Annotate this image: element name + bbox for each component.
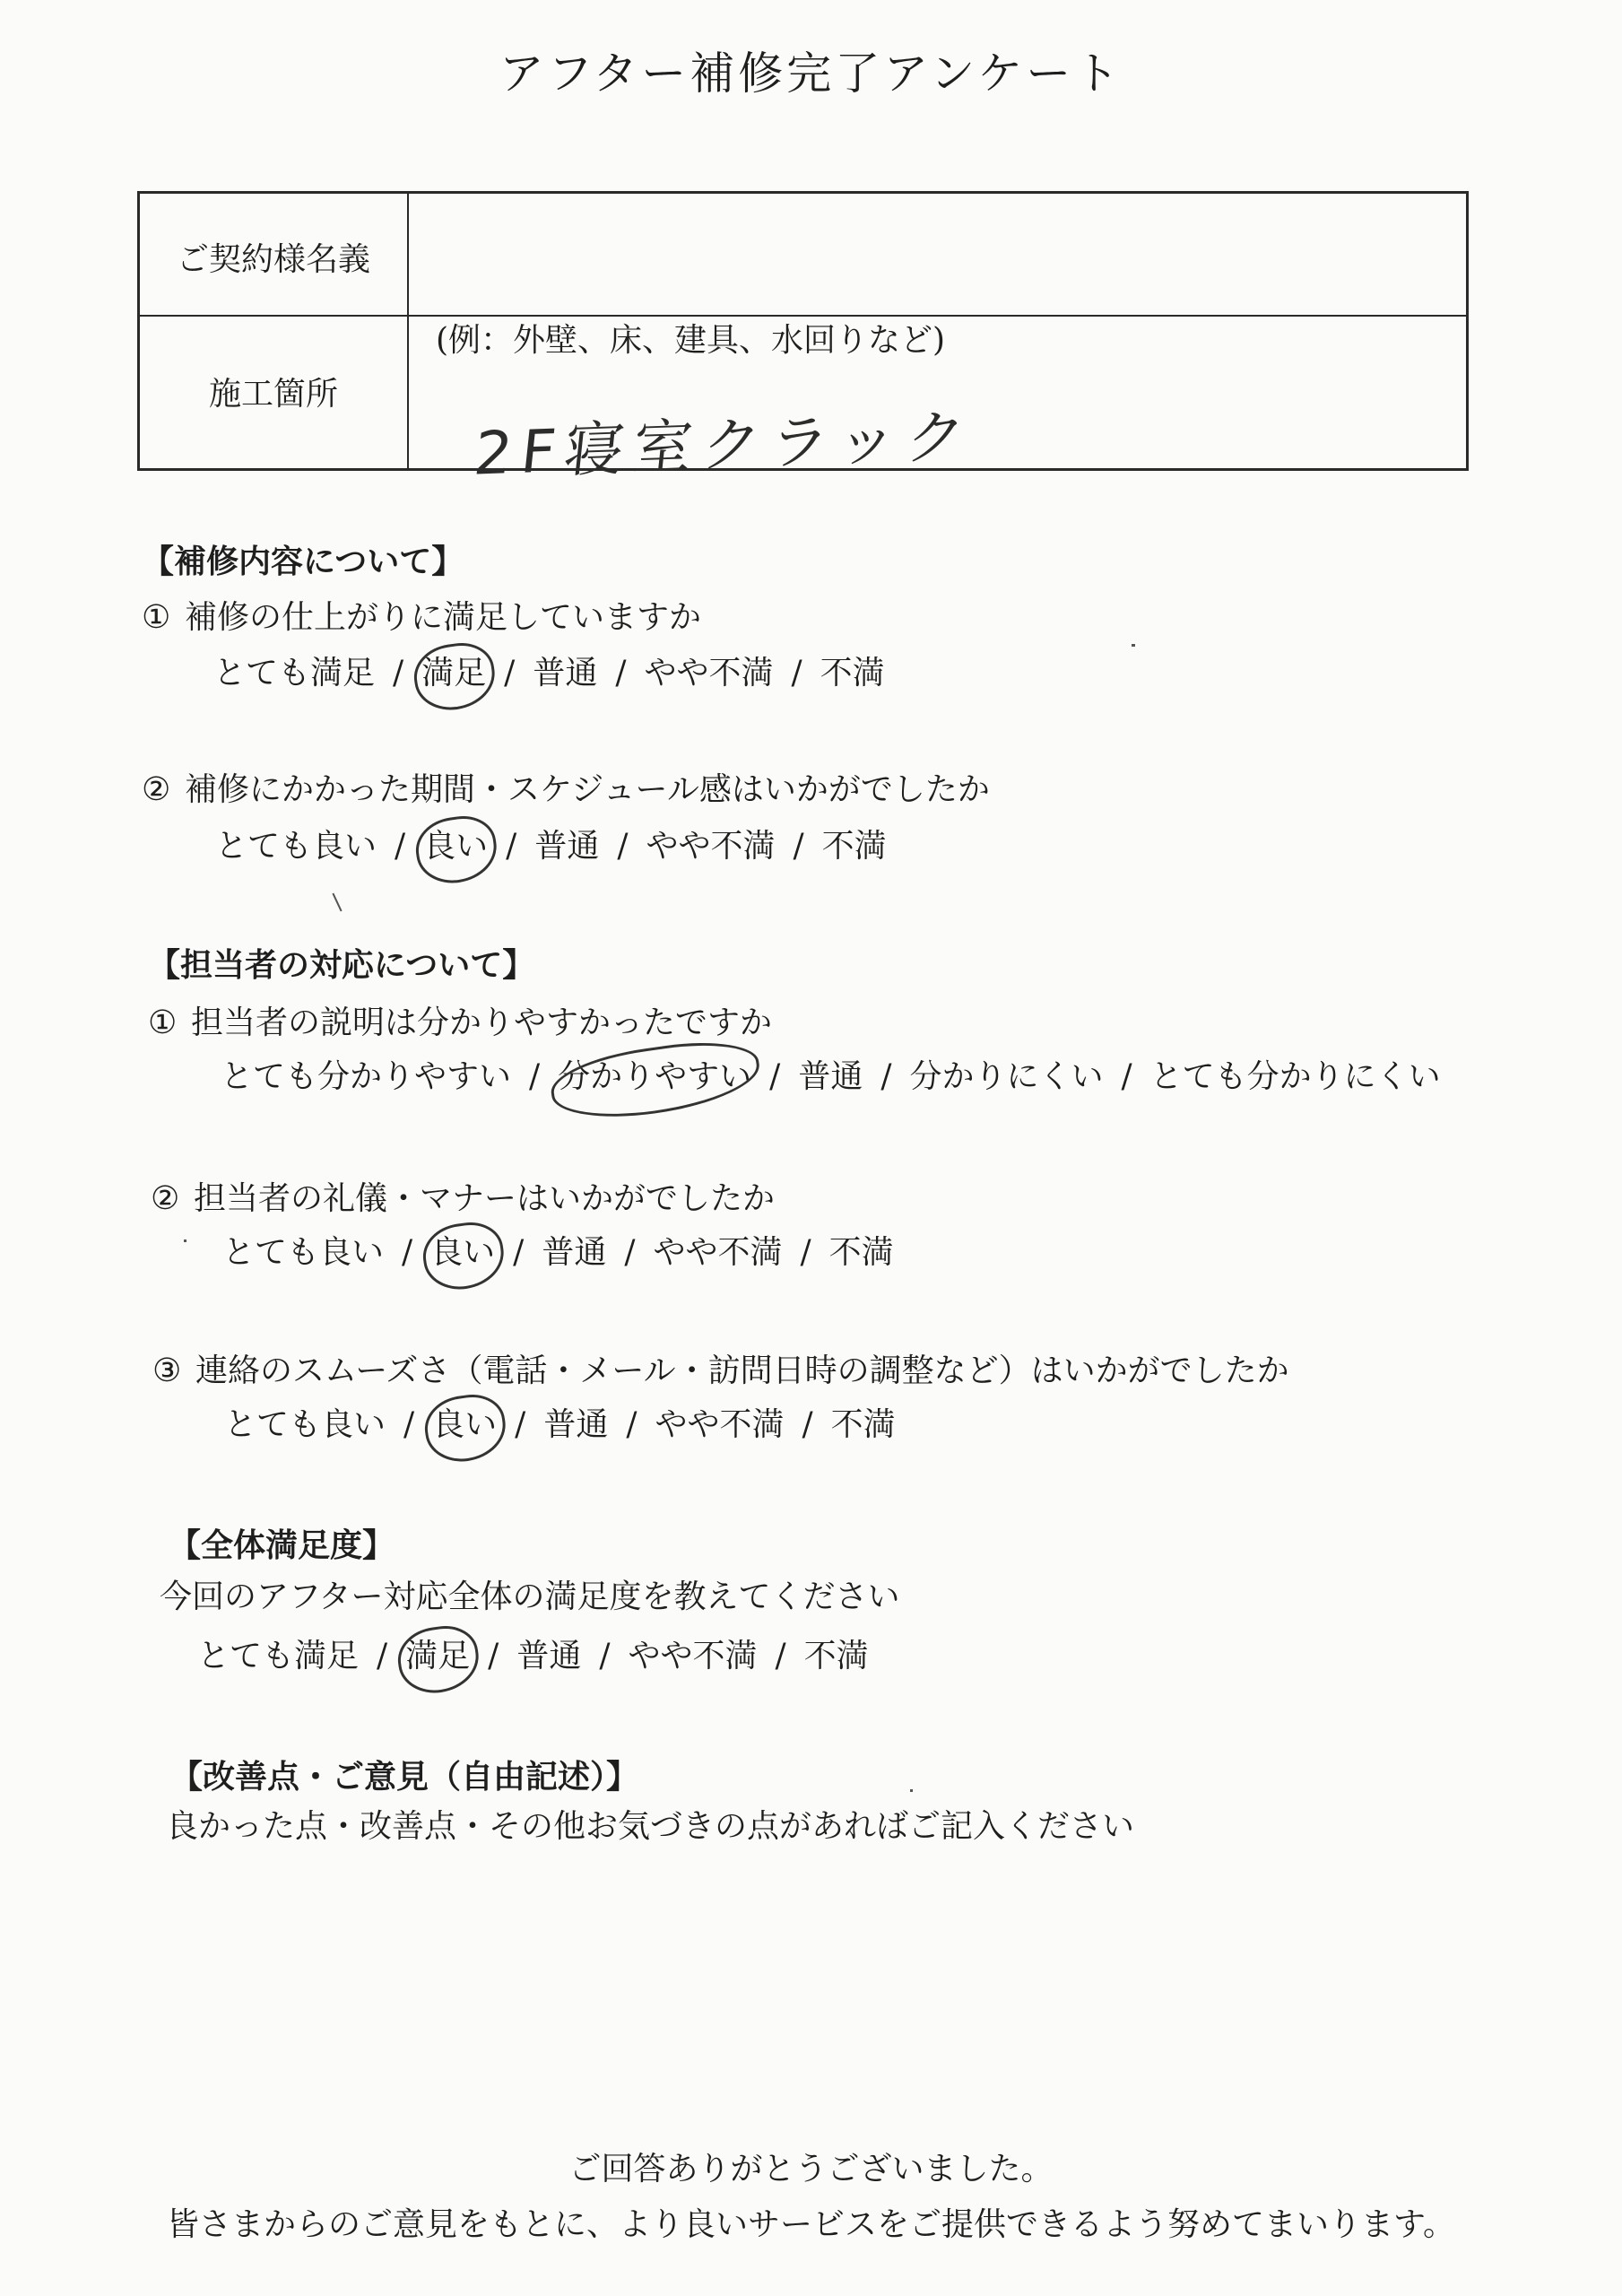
option-clear-selected[interactable]: 分かりやすい [558,1051,751,1097]
question-staff-communication [152,1345,1289,1391]
scan-speck [1132,644,1135,647]
option-normal[interactable]: 普通 [798,1058,863,1095]
option-good-selected[interactable]: 良い [423,821,488,866]
section-staff-heading: 【担当者の対応について】 [148,946,535,984]
option-very-good[interactable]: とても良い [215,828,377,865]
contract-name-field[interactable] [409,194,1466,315]
question-number: ③ [152,1352,182,1389]
option-slightly-dissatisfied[interactable]: やや不満 [644,655,774,691]
site-example-hint: (例：外壁、床、建具、水回りなど) [436,322,946,359]
option-very-satisfied[interactable]: とても満足 [197,1638,360,1674]
scan-speck [184,1239,186,1242]
option-dissatisfied[interactable]: 不満 [820,655,885,691]
option-dissatisfied[interactable]: 不満 [828,1234,894,1271]
question-number: ① [148,1004,178,1041]
options-repair-finish: とても満足 / 満足 / 普通 / やや不満 / 不満 [213,648,885,693]
question-staff-explanation [148,997,772,1043]
options-staff-manners: とても良い / 良い / 普通 / やや不満 / 不満 [222,1227,894,1273]
option-very-satisfied[interactable]: とても満足 [213,655,376,691]
question-text: 連絡のスムーズさ（電話・メール・訪問日時の調整など）はいかがでしたか [195,1352,1289,1389]
site-label: 施工箇所 [208,376,338,413]
contract-name-label: ご契約様名義 [176,241,370,278]
option-normal[interactable]: 普通 [534,828,600,865]
option-slightly-dissatisfied[interactable]: やや不満 [628,1638,758,1674]
question-staff-manners [151,1173,775,1219]
options-staff-communication: とても良い / 良い / 普通 / やや不満 / 不満 [224,1399,896,1445]
option-normal[interactable]: 普通 [542,1234,607,1271]
option-slightly-dissatisfied[interactable]: やや不満 [653,1234,783,1271]
option-normal[interactable]: 普通 [533,655,598,691]
question-number: ① [142,599,171,636]
options-staff-explanation: とても分かりやすい / 分かりやすい / 普通 / 分かりにくい / とても分かりにくい [221,1051,1441,1097]
option-dissatisfied[interactable]: 不満 [830,1406,896,1443]
question-text: 担当者の礼儀・マナーはいかがでしたか [194,1180,776,1217]
overall-prompt: 今回のアフター対応全体の満足度を教えてください [160,1578,900,1615]
scan-speck [910,1789,913,1792]
question-text: 補修の仕上がりに満足していますか [185,599,702,636]
option-slightly-dissatisfied[interactable]: やや不満 [655,1406,785,1443]
option-normal[interactable]: 普通 [543,1406,609,1443]
option-dissatisfied[interactable]: 不満 [821,828,887,865]
options-overall: とても満足 / 満足 / 普通 / やや不満 / 不満 [197,1631,869,1676]
options-repair-schedule: とても良い / 良い / 普通 / やや不満 / 不満 [215,821,887,866]
question-text: 補修にかかった期間・スケジュール感はいかがでしたか [185,771,990,808]
page-title: アフター補修完了アンケート [499,48,1123,100]
contract-info-table [137,191,1469,489]
option-slightly-dissatisfied[interactable]: やや不満 [646,828,776,865]
feedback-prompt: 良かった点・改善点・その他お気づきの点があればご記入ください [166,1808,1135,1845]
option-very-good[interactable]: とても良い [222,1234,385,1271]
option-very-unclear[interactable]: とても分かりにくい [1149,1058,1441,1095]
option-normal[interactable]: 普通 [516,1638,582,1674]
option-very-good[interactable]: とても良い [224,1406,386,1443]
option-satisfied-selected[interactable]: 満足 [421,648,486,693]
section-overall-heading: 【全体満足度】 [169,1526,395,1564]
option-dissatisfied[interactable]: 不満 [803,1638,869,1674]
question-number: ② [151,1180,180,1217]
option-satisfied-selected[interactable]: 満足 [405,1631,470,1676]
section-repair-heading: 【補修内容について】 [142,543,464,580]
option-good-selected[interactable]: 良い [430,1227,495,1273]
question-repair-finish [142,592,701,638]
option-good-selected[interactable]: 良い [432,1399,497,1445]
section-feedback-heading: 【改善点・ご意見（自由記述）】 [170,1758,639,1796]
scan-speck [332,893,342,912]
feedback-free-text-area[interactable] [166,1857,1457,2108]
option-very-clear[interactable]: とても分かりやすい [221,1058,512,1095]
footer-message: 皆さまからのご意見をもとに、より良いサービスをご提供できるよう努めてまいります。 [166,2206,1456,2243]
question-number: ② [142,771,171,808]
site-value-handwritten[interactable]: 2F寝室クラック [471,402,978,489]
option-unclear[interactable]: 分かりにくい [909,1058,1104,1095]
footer-thanks: ご回答ありがとうございました。 [568,2151,1054,2187]
question-repair-schedule [142,764,990,810]
question-text: 担当者の説明は分かりやすかったですか [191,1004,773,1041]
